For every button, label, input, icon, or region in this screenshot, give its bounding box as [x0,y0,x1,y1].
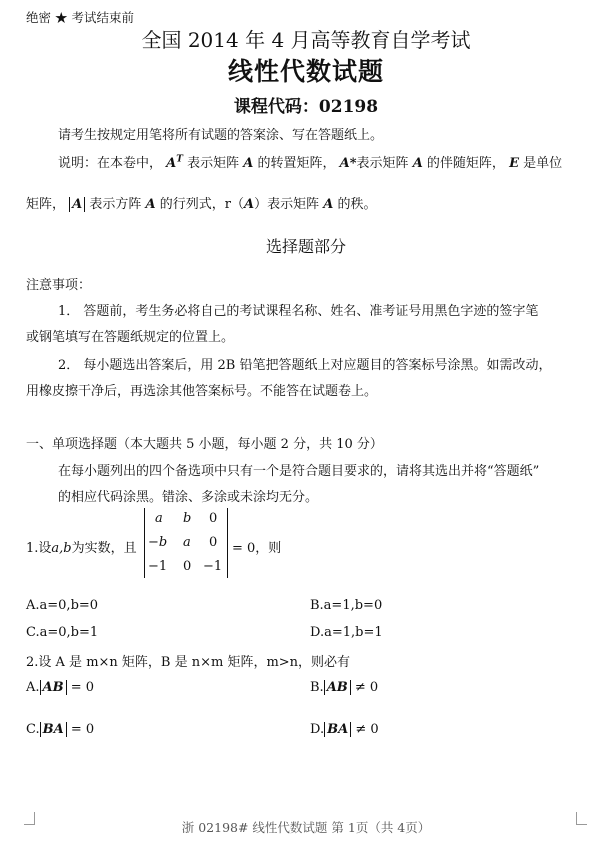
matrix-symbol: A [243,156,254,171]
matrix-cell: a [155,511,163,526]
option-label: C. [26,722,40,737]
note-text: 的秩。 [337,197,377,212]
page-footer: 浙 02198# 线性代数试题 第 1页（共 4页） [181,820,431,835]
matrix-cell: 0 [209,511,218,526]
q2-option-a [26,680,94,695]
exam-title: 全国 2014 年 4 月高等教育自学考试 [141,28,471,52]
matrix-symbol: A [244,197,255,212]
q1-option-b: B.a=1,b=0 [310,598,383,613]
identity-symbol: E [509,156,519,171]
matrix-symbol: A [323,197,334,212]
transpose-symbol: $A^T$ [166,154,183,171]
option-relation: ≠ 0 [354,680,379,695]
matrix-cell: −1 [148,559,168,574]
note-text: 表示方阵 [89,197,142,212]
section-title: 选择题部分 [265,237,346,256]
q2-option-c [26,722,94,737]
option-det: AB [40,680,67,695]
q2-option-b [310,680,378,695]
notes-item-2-cont: 用橡皮擦干净后，再选涂其他答案标号。不能答在试题卷上。 [26,384,378,399]
note-text: ）表示矩阵 [254,197,320,212]
note-line-1 [58,152,562,171]
option-det: AB [324,680,351,695]
q1-equation: = 0，则 [232,541,282,556]
option-relation: ≠ 0 [355,722,379,737]
determinant-symbol: A [69,197,85,212]
question-2-stem: 2.设 A 是 m×n 矩阵，B 是 n×m 矩阵，m>n，则必有 [26,655,351,670]
matrix-symbol: A [412,156,423,171]
instruction-line: 请考生按规定用笔将所有试题的答案涂、写在答题纸上。 [58,128,384,143]
note-text: 表示矩阵 [187,156,240,171]
option-det: BA [40,722,67,737]
matrix-symbol: A [145,197,156,212]
note-text: 矩阵， [26,197,66,212]
matrix-cell: 0 [209,535,218,550]
notes-item-1: 1． 答题前，考生务必将自己的考试课程名称、姓名、准考证号用黑色字迹的签字笔 [58,304,539,319]
option-label: A. [26,680,40,695]
option-relation: = 0 [70,680,95,695]
determinant-matrix [144,508,228,578]
q1-option-d: D.a=1,b=1 [310,625,383,640]
notes-item-2: 2． 每小题选出答案后，用 2B 铅笔把答题纸上对应题目的答案标号涂黑。如需改动， [58,358,552,373]
matrix-cell: −b [148,535,168,550]
notes-heading: 注意事项： [26,278,92,293]
question-1-stem [26,537,137,556]
q1-option-c: C.a=0,b=1 [26,625,99,640]
q1-vars: a,b [51,541,72,556]
part1-desc-cont: 的相应代码涂黑。错涂、多涂或未涂均无分。 [58,490,319,505]
matrix-cell: −1 [203,559,223,574]
course-code: 课程代码：02198 [233,97,379,117]
note-text: 说明：在本卷中， [58,156,163,171]
q1-text: 1.设 [26,541,52,556]
q2-option-d [310,722,379,737]
adjugate-symbol: A* [339,156,357,171]
q1-text: 为实数，且 [71,541,137,556]
subject-title: 线性代数试题 [227,57,384,86]
note-text: 的转置矩阵， [257,156,336,171]
part1-heading: 一、单项选择题（本大题共 5 小题，每小题 2 分，共 10 分） [26,437,383,452]
option-label: D. [310,722,325,737]
matrix-cell: a [183,535,191,550]
option-det: BA [324,722,351,737]
q1-option-a: A.a=0,b=0 [26,598,99,613]
note-text: 表示矩阵 [356,156,409,171]
secret-label: 绝密 ★ 考试结束前 [26,10,134,25]
note-text: 的伴随矩阵， [426,156,505,171]
note-line-2 [26,193,377,212]
matrix-cell: 0 [183,559,192,574]
matrix-cell: b [183,511,192,526]
option-label: B. [310,680,324,695]
part1-desc: 在每小题列出的四个备选项中只有一个是符合题目要求的，请将其选出并将“答题纸” [58,464,540,479]
option-relation: = 0 [70,722,95,737]
notes-item-1-cont: 或钢笔填写在答题纸规定的位置上。 [26,330,235,345]
note-text: 的行列式，r（ [159,197,244,212]
note-text: 是单位 [523,156,563,171]
